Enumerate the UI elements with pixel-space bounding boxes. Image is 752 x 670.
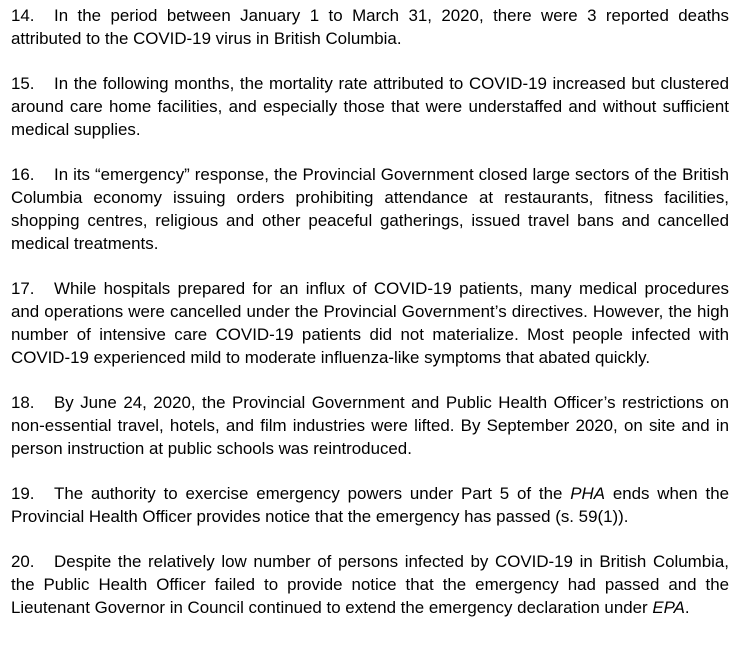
act-abbreviation-pha: PHA xyxy=(570,484,605,503)
paragraph-text: In the period between January 1 to March 31, 2020, there were 3 reported deaths attributed to the COVID-19 virus in British Columbia. xyxy=(11,6,729,48)
paragraph-17 xyxy=(11,277,729,369)
paragraph-text: By June 24, 2020, the Provincial Government and Public Health Officer’s restrictions on non-essential travel, hotels, and film industries were lifted. By September 2020, on site and in person instruction at public schools was reintroduced. xyxy=(11,393,729,458)
paragraph-text: Despite the relatively low number of persons infected by COVID-19 in British Columbia, the Public Health Officer failed to provide notice that the emergency had passed and the Lieutenant Governor in Council continued to extend the emergency declaration under xyxy=(11,552,729,617)
paragraph-number: 20. xyxy=(11,552,35,571)
paragraph-20 xyxy=(11,550,729,619)
document-body xyxy=(11,4,729,641)
paragraph-14 xyxy=(11,4,729,50)
paragraph-19 xyxy=(11,482,729,528)
paragraph-number: 19. xyxy=(11,484,35,503)
paragraph-number: 16. xyxy=(11,165,35,184)
paragraph-text: In its “emergency” response, the Provincial Government closed large sectors of the British Columbia economy issuing orders prohibiting attendance at restaurants, fitness facilities, shopping centres, religious and other peaceful gatherings, issued travel bans and cancelled medical treatments. xyxy=(11,165,729,253)
paragraph-15 xyxy=(11,72,729,141)
paragraph-number: 17. xyxy=(11,279,35,298)
paragraph-text-end: ends when the Provincial Health Officer provides notice that the emergency has passed (s. 59(1)). xyxy=(11,484,729,526)
paragraph-text-end: . xyxy=(684,598,690,617)
paragraph-16 xyxy=(11,163,729,255)
paragraph-18 xyxy=(11,391,729,460)
paragraph-number: 18. xyxy=(11,393,35,412)
paragraph-text: The authority to exercise emergency powers under Part 5 of the xyxy=(54,484,571,503)
paragraph-number: 14. xyxy=(11,6,35,25)
paragraph-number: 15. xyxy=(11,74,35,93)
paragraph-text: In the following months, the mortality rate attributed to COVID-19 increased but clustered around care home facilities, and especially those that were understaffed and without sufficient medical supplies. xyxy=(11,74,729,139)
paragraph-text: While hospitals prepared for an influx of COVID-19 patients, many medical procedures and operations were cancelled under the Provincial Government’s directives. However, the high number of intensive care COVID-19 patients did not materialize. Most people infected with COVID-19 experienced mild to moderate influenza-like symptoms that abated quickly. xyxy=(11,279,729,367)
act-abbreviation-epa: EPA xyxy=(652,598,685,617)
